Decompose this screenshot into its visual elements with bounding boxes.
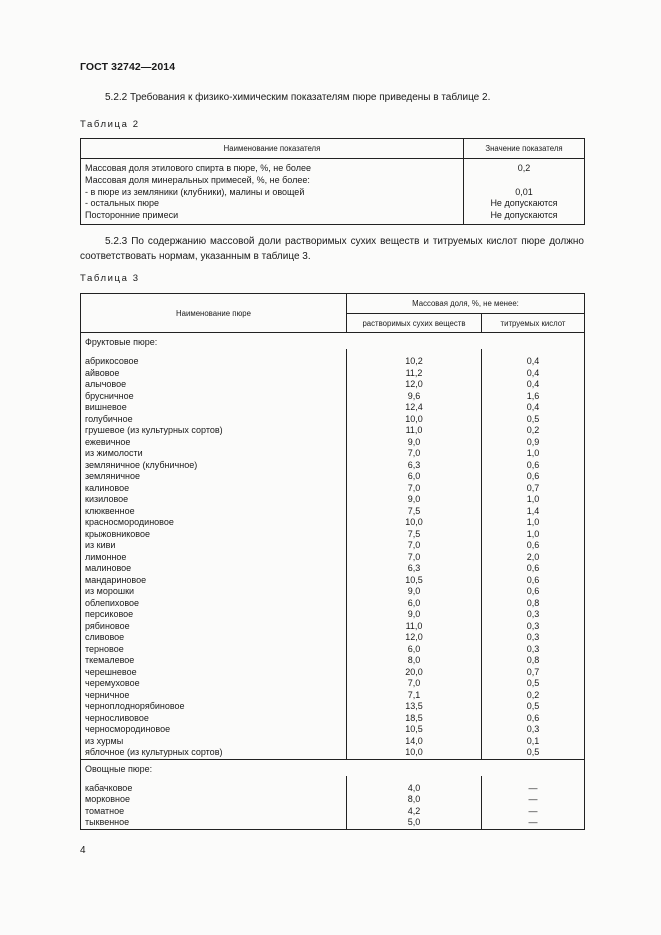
table-3-header-solids: растворимых сухих веществ [347,314,482,333]
table-row [81,540,585,552]
puree-name: земляничное (клубничное) [81,460,347,472]
table-2-row-name: Массовая доля этилового спирта в пюре, %, не более [85,163,311,173]
solids-value: 8,0 [347,794,482,806]
acids-value: 0,3 [482,609,585,621]
solids-value: 6,3 [347,460,482,472]
table-row [81,609,585,621]
table-row [81,701,585,713]
table-3-header-name: Наименование пюре [81,294,347,333]
puree-name: мандариновое [81,575,347,587]
acids-value: 0,6 [482,713,585,725]
solids-value: 7,0 [347,552,482,564]
acids-value: 0,9 [482,437,585,449]
acids-value: 1,4 [482,506,585,518]
vegetable-section-title: Овощные пюре: [81,759,585,776]
acids-value: 0,3 [482,621,585,633]
puree-name: рябиновое [81,621,347,633]
solids-value: 9,0 [347,494,482,506]
document-header: ГОСТ 32742—2014 [80,61,176,73]
acids-value: 0,4 [482,402,585,414]
acids-value: 0,6 [482,563,585,575]
table-row [81,724,585,736]
table-row [81,598,585,610]
acids-value: 0,3 [482,632,585,644]
puree-name: терновое [81,644,347,656]
acids-value: 0,6 [482,586,585,598]
table-2-header-value: Значение показателя [464,139,585,159]
vegetable-section [81,759,585,829]
table-row [81,794,585,806]
puree-name: черемуховое [81,678,347,690]
puree-name: томатное [81,806,347,818]
table-row [81,655,585,667]
table-row [81,379,585,391]
section-text: По содержанию массовой доли растворимых сухих веществ и титруемых кислот пюре должно соответствовать нормам, указанным в таблице 3. [80,236,584,262]
solids-value: 9,0 [347,609,482,621]
solids-value: 7,5 [347,529,482,541]
puree-name: ткемалевое [81,655,347,667]
acids-value: 0,1 [482,736,585,748]
table-row [81,517,585,529]
table-row [81,402,585,414]
puree-name: красносмородиновое [81,517,347,529]
puree-name: малиновое [81,563,347,575]
puree-name: абрикосовое [81,356,347,368]
table-2-values [464,159,585,225]
solids-value: 14,0 [347,736,482,748]
puree-name: морковное [81,794,347,806]
solids-value: 10,0 [347,747,482,759]
solids-value: 10,2 [347,356,482,368]
section-5-2-3 [80,234,584,264]
puree-name: облепиховое [81,598,347,610]
table-2-row-value [464,175,584,187]
puree-name: черносмородиновое [81,724,347,736]
solids-value: 10,5 [347,575,482,587]
solids-value: 7,0 [347,448,482,460]
acids-value: 0,4 [482,379,585,391]
puree-name: яблочное (из культурных сортов) [81,747,347,759]
table-2-header-name: Наименование показателя [81,139,464,159]
table-2-row-value: 0,01 [515,186,533,197]
acids-value: 0,6 [482,460,585,472]
table-row [81,552,585,564]
table-2-row-name: Посторонние примеси [85,210,179,221]
table-2-row-value: 0,2 [517,163,531,173]
solids-value: 7,1 [347,690,482,702]
table-row [81,806,585,818]
table-row [81,425,585,437]
acids-value: 0,6 [482,471,585,483]
puree-name: персиковое [81,609,347,621]
solids-value: 10,5 [347,724,482,736]
puree-name: из жимолости [81,448,347,460]
puree-name: черноплоднорябиновое [81,701,347,713]
acids-value: 0,3 [482,644,585,656]
table-row [81,563,585,575]
solids-value: 10,0 [347,414,482,426]
table-row [81,644,585,656]
acids-value: 0,8 [482,655,585,667]
acids-value: — [482,806,585,818]
acids-value: 0,6 [482,540,585,552]
acids-value: 1,0 [482,517,585,529]
puree-name: черносливовое [81,713,347,725]
table-2-row-value: Не допускаются [490,210,558,221]
acids-value: 0,4 [482,356,585,368]
puree-name: сливовое [81,632,347,644]
table-2-row-name: - в пюре из земляники (клубники), малины и овощей [85,186,305,197]
section-number: 5.2.3 [105,236,128,247]
solids-value: 7,0 [347,483,482,495]
solids-value: 7,0 [347,540,482,552]
acids-value: 0,6 [482,575,585,587]
puree-name: черничное [81,690,347,702]
acids-value: 0,5 [482,678,585,690]
solids-value: 6,0 [347,471,482,483]
table-row [81,414,585,426]
solids-value: 12,0 [347,632,482,644]
table-3-header-group: Массовая доля, %, не менее: [347,294,585,314]
table-row [81,678,585,690]
puree-name: голубичное [81,414,347,426]
table-row [81,437,585,449]
acids-value: 0,2 [482,425,585,437]
solids-value: 18,5 [347,713,482,725]
puree-name: крыжовниковое [81,529,347,541]
table-row [81,494,585,506]
table-row [81,391,585,403]
table-row [81,586,585,598]
table-row [81,356,585,368]
puree-name: тыквенное [81,817,347,829]
solids-value: 4,0 [347,783,482,795]
section-5-2-2 [80,90,584,105]
puree-name: черешневое [81,667,347,679]
solids-value: 11,2 [347,368,482,380]
page-number: 4 [80,845,86,856]
fruit-section-title: Фруктовые пюре: [81,333,585,350]
puree-name: из морошки [81,586,347,598]
solids-value: 9,0 [347,586,482,598]
puree-name: вишневое [81,402,347,414]
table-row [81,575,585,587]
acids-value: 1,0 [482,529,585,541]
puree-name: брусничное [81,391,347,403]
solids-value: 8,0 [347,655,482,667]
acids-value: 0,8 [482,598,585,610]
acids-value: 0,4 [482,368,585,380]
solids-value: 20,0 [347,667,482,679]
table-row [81,783,585,795]
table-3 [80,293,585,830]
table-row [81,713,585,725]
solids-value: 12,0 [347,379,482,391]
table-row [81,736,585,748]
acids-value: 0,7 [482,667,585,679]
table-row [81,471,585,483]
acids-value: 0,5 [482,701,585,713]
table-2-row-name: - остальных пюре [85,198,160,209]
table-2-row-value: Не допускаются [490,198,558,209]
solids-value: 10,0 [347,517,482,529]
table-row [81,690,585,702]
puree-name: ежевичное [81,437,347,449]
puree-name: из хурмы [81,736,347,748]
acids-value: 2,0 [482,552,585,564]
solids-value: 9,0 [347,437,482,449]
solids-value: 7,5 [347,506,482,518]
puree-name: лимонное [81,552,347,564]
puree-name: алычовое [81,379,347,391]
acids-value: — [482,794,585,806]
table-row [81,747,585,759]
fruit-section [81,333,585,760]
puree-name: грушевое (из культурных сортов) [81,425,347,437]
solids-value: 11,0 [347,621,482,633]
solids-value: 9,6 [347,391,482,403]
table-row [81,632,585,644]
acids-value: 1,6 [482,391,585,403]
solids-value: 6,0 [347,644,482,656]
table-2 [80,138,585,225]
puree-name: кизиловое [81,494,347,506]
acids-value: 1,0 [482,448,585,460]
table-2-names [81,159,464,225]
puree-name: айвовое [81,368,347,380]
puree-name: из киви [81,540,347,552]
acids-value: 0,7 [482,483,585,495]
table-3-caption: Таблица 3 [80,273,140,284]
table-2-row-name: Массовая доля минеральных примесей, %, не более: [85,174,310,185]
table-row [81,621,585,633]
solids-value: 11,0 [347,425,482,437]
acids-value: — [482,817,585,829]
solids-value: 13,5 [347,701,482,713]
solids-value: 5,0 [347,817,482,829]
acids-value: 0,5 [482,414,585,426]
table-row [81,667,585,679]
acids-value: 0,5 [482,747,585,759]
table-row [81,529,585,541]
table-3-header-acids: титруемых кислот [482,314,585,333]
table-row [81,460,585,472]
table-2-caption: Таблица 2 [80,119,140,130]
solids-value: 7,0 [347,678,482,690]
table-row [81,506,585,518]
acids-value: — [482,783,585,795]
solids-value: 6,0 [347,598,482,610]
acids-value: 0,3 [482,724,585,736]
puree-name: калиновое [81,483,347,495]
puree-name: земляничное [81,471,347,483]
acids-value: 0,2 [482,690,585,702]
section-text: Требования к физико-химическим показателям пюре приведены в таблице 2. [130,92,491,103]
acids-value: 1,0 [482,494,585,506]
puree-name: клюквенное [81,506,347,518]
table-row [81,448,585,460]
solids-value: 4,2 [347,806,482,818]
solids-value: 12,4 [347,402,482,414]
table-row [81,483,585,495]
table-row [81,817,585,829]
section-number: 5.2.2 [105,92,128,103]
table-row [81,368,585,380]
puree-name: кабачковое [81,783,347,795]
solids-value: 6,3 [347,563,482,575]
